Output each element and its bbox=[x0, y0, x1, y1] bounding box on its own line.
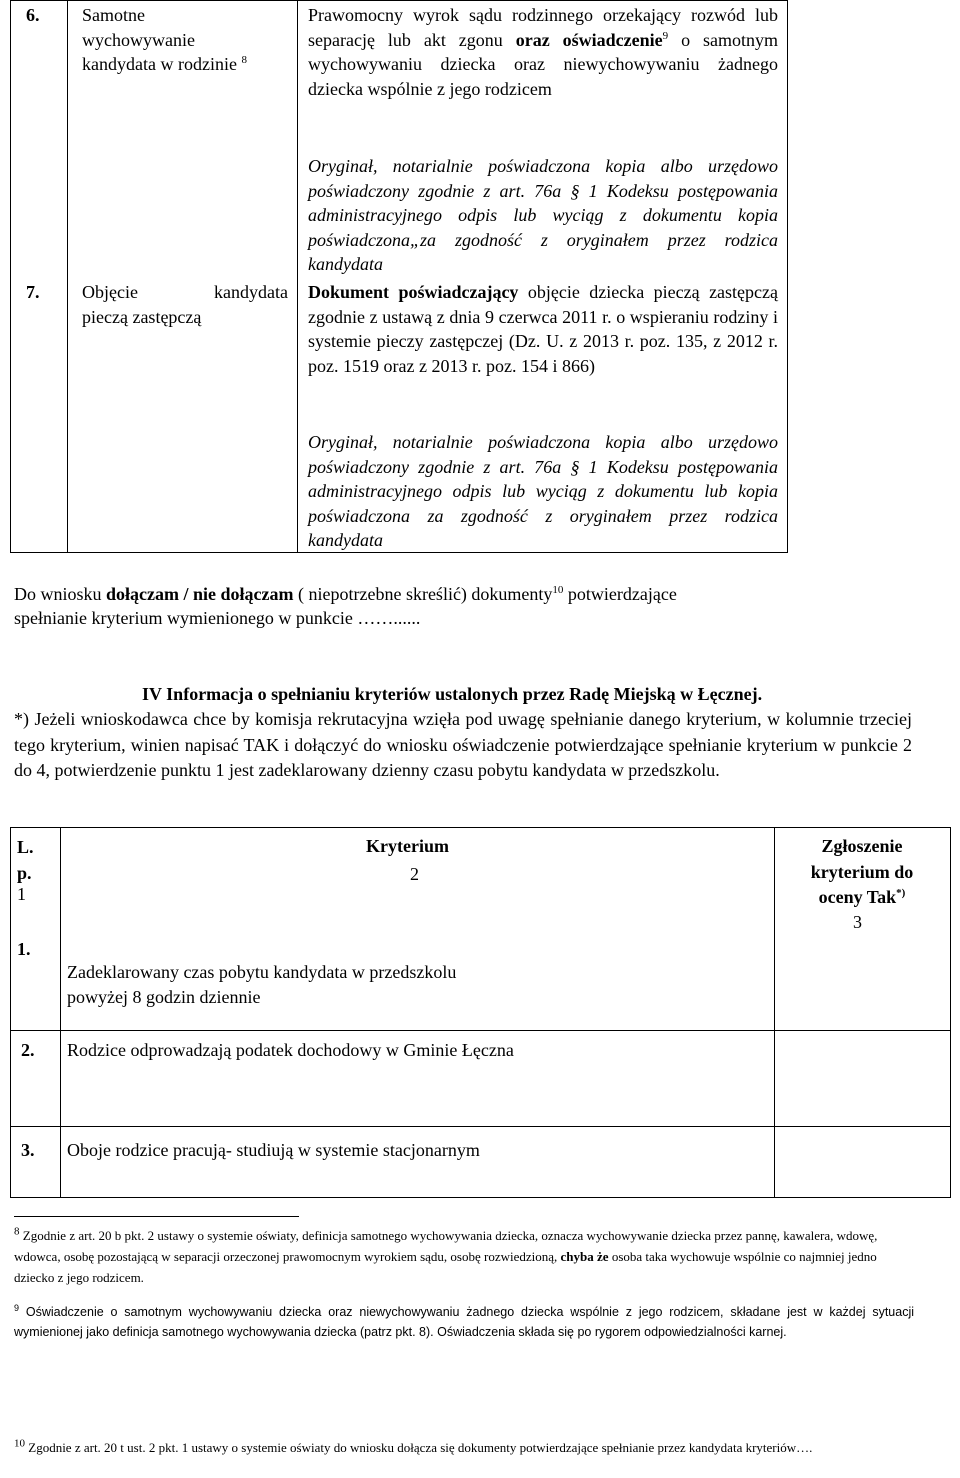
criteria-header-zgloszenie: Zgłoszenie kryterium do oceny Tak*) bbox=[810, 836, 914, 907]
criteria-row-number: 2. bbox=[21, 1040, 35, 1060]
criteria-row-text: Oboje rodzice pracują- studiują w systemie stacjonarnym bbox=[67, 1140, 480, 1160]
row-7-criterion-name: Objęcie kandydata pieczą zastępczą bbox=[82, 282, 288, 327]
attachments-statement: Do wniosku dołączam / nie dołączam ( niepotrzebne skreślić) dokumenty$^{10}$ potwierdzające spełnianie kryterium wymienionego w punkcie ……...... bbox=[14, 584, 677, 628]
footnote-10: $^{10}$ Zgodnie z art. 20 t ust. 2 pkt. 1 ustawy o systemie oświaty do wniosku dołącza się dokumenty potwierdzające spełnianie przez kandydata kryteriów…. bbox=[14, 1437, 813, 1455]
section-iv-note: *) Jeżeli wnioskodawca chce by komisja rekrutacyjna wzięła pod uwagę spełnianie danego kryterium, w kolumnie trzeciej tego kryterium, winien napisać TAK i dołączyć do wniosku oświadczenie potwierdzające spełnianie kryterium w punkcie 2 do 4, potwierdzenie punktu 1 jest zadeklarowany dzienny czasu pobytu kandydata w przedszkolu. bbox=[14, 709, 912, 780]
row-7-documents: Dokument poświadczający objęcie dziecka pieczą zastępczą zgodnie z ustawą z dnia 9 czerwca 2011 r. o wspieraniu rodziny i systemie pieczy zastępczej (Dz. U. z 2013 r. poz. 135, z 2012 r. poz. 1519 oraz z 2013 r. poz. 154 i 866) bbox=[308, 282, 779, 376]
criteria-row-number: 3. bbox=[21, 1140, 35, 1160]
criteria-row-text: Rodzice odprowadzają podatek dochodowy w Gminie Łęczna bbox=[67, 1040, 514, 1060]
criteria-header-lp-number: 1 bbox=[17, 884, 26, 904]
row-6-criterion-name: Samotne wychowywanie kandydata w rodzinie $^8$ bbox=[82, 5, 247, 74]
row-6-number: 6. bbox=[26, 5, 40, 25]
row-6-certified-copy-note: Oryginał, notarialnie poświadczona kopia albo urzędowo poświadczony zgodnie z art. 76a § 1 Kodeksu postępowania administracyjnego odpis lub wyciąg z dokumentu kopia poświadczona„za zgodność z oryginałem przez rodzica kandydata bbox=[308, 156, 778, 274]
section-iv-heading: IV Informacja o spełnianiu kryteriów ustalonych przez Radę Miejską w Łęcznej. bbox=[142, 684, 763, 704]
criteria-header-lp: L. p. bbox=[17, 837, 34, 883]
footnote-9: $^9$ Oświadczenie o samotnym wychowywaniu dziecka oraz niewychowywaniu żadnego dziecka wspólnie z jego rodzicem, składane jest w każdej sytuacji wymienionej jako definicja samotnego wychowywania dziecka (patrz pkt. 8). Oświadczenia składa się po rygorem odpowiedzialności karnej. bbox=[14, 1302, 914, 1339]
criteria-header-kryterium: Kryterium bbox=[366, 836, 449, 856]
criteria-row-text: Zadeklarowany czas pobytu kandydata w przedszkolu powyżej 8 godzin dziennie bbox=[67, 962, 457, 1007]
criteria-header-kryterium-number: 2 bbox=[410, 864, 419, 884]
criteria-header-zgloszenie-number: 3 bbox=[853, 912, 862, 932]
row-6-documents: Prawomocny wyrok sądu rodzinnego orzekający rozwód lub separację lub akt zgonu oraz oświadczenie$^9$ o samotnym wychowywaniu dziecka oraz niewychowywaniu żadnego dziecka wspólnie z jego rodzicem bbox=[308, 5, 779, 99]
criteria-row-number: 1. bbox=[17, 939, 31, 959]
row-7-certified-copy-note: Oryginał, notarialnie poświadczona kopia albo urzędowo poświadczony zgodnie z art. 76a § 1 Kodeksu postępowania administracyjnego odpis lub wyciąg z dokumentu lub kopia poświadczona za zgodność z oryginałem przez rodzica kandydata bbox=[308, 432, 778, 550]
footnote-8: $^8$ Zgodnie z art. 20 b pkt. 2 ustawy o systemie oświaty, definicja samotnego wychowywania dziecka, oznacza wychowywanie dziecka przez pannę, kawalera, wdowę, wdowca, osobę pozostającą w separacji orzeczonej prawomocnym wyrokiem sądu, osobę rozwiedzioną, chyba że osoba taka wychowuje wspólnie co najmniej jedno dziecko z jego rodzicem. bbox=[14, 1225, 878, 1285]
footnote-separator bbox=[14, 1216, 299, 1217]
row-7-number: 7. bbox=[26, 282, 40, 302]
